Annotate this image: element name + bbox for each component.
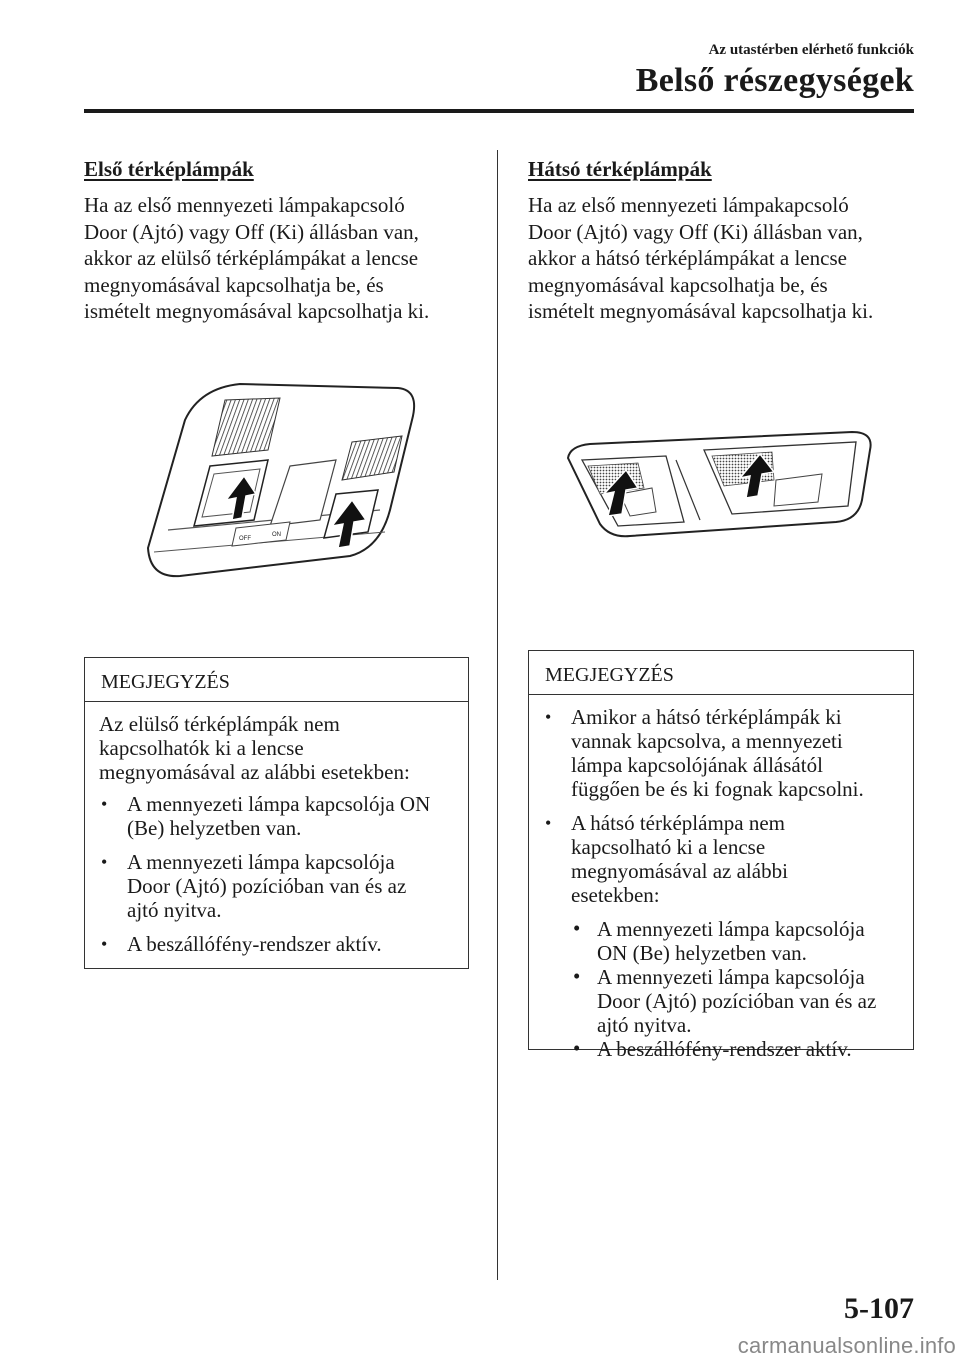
list-item — [99, 850, 454, 922]
front-map-lamp-illustration — [140, 380, 440, 590]
note-heading: MEGJEGYZÉS — [529, 651, 913, 695]
bullet-icon: • — [101, 794, 108, 814]
text-line: (Be) helyzetben van. — [127, 816, 302, 840]
bullet-icon: • — [101, 934, 108, 954]
text-line: kapcsolható ki a lencse — [571, 835, 766, 859]
text-line: Door (Ajtó) pozícióban van és az — [127, 874, 407, 898]
text-line: ajtó nyitva. — [597, 1013, 692, 1037]
text-line: lámpa kapcsolójának állásától — [571, 753, 823, 777]
text-line: A mennyezeti lámpa kapcsolója — [597, 917, 865, 941]
front-map-lamps-description — [84, 192, 484, 325]
text-line: kapcsolhatók ki a lencse — [99, 736, 304, 760]
rear-map-lamps-description — [528, 192, 928, 325]
text-line: A mennyezeti lámpa kapcsolója ON — [127, 792, 431, 816]
front-map-lamps-heading: Első térképlámpák — [84, 157, 254, 181]
rear-map-lamp-illustration — [560, 430, 880, 540]
page-number: 5-107 — [844, 1292, 914, 1325]
sub-list-item — [543, 917, 899, 965]
text-line: ismételt megnyomásával kapcsolhatja ki. — [84, 299, 430, 323]
right-column — [528, 157, 928, 325]
text-line: Az elülső térképlámpák nem — [99, 712, 340, 736]
watermark: carmanualsonline.info — [737, 1333, 956, 1358]
column-divider — [497, 150, 498, 1280]
list-item — [543, 705, 899, 801]
text-line: megnyomásával az alábbi — [571, 859, 788, 883]
text-line: Door (Ajtó) vagy Off (Ki) állásban van, — [528, 219, 863, 244]
sub-list-item — [543, 1037, 899, 1061]
page-title: Belső részegységek — [635, 62, 914, 99]
sub-bullet-icon: • — [573, 964, 581, 988]
switch-off-label: OFF — [239, 536, 251, 542]
note-intro — [99, 712, 454, 784]
bullet-icon: • — [101, 852, 108, 872]
text-line: A beszállófény-rendszer aktív. — [127, 932, 382, 956]
text-line: megnyomásával kapcsolhatja be, és — [84, 272, 384, 297]
note-body — [529, 695, 913, 1061]
list-item — [543, 811, 899, 907]
header-section-label: Az utastérben elérhető funkciók — [708, 42, 914, 58]
list-item — [99, 932, 454, 956]
front-lamps-note — [84, 657, 469, 969]
sub-bullet-icon: • — [573, 916, 581, 940]
rear-console-drawing — [560, 430, 880, 540]
text-line: akkor az elülső térképlámpákat a lencse — [84, 246, 419, 270]
text-line: Ha az első mennyezeti lámpakapcsoló — [528, 193, 849, 217]
text-line: Amikor a hátsó térképlámpák ki — [571, 705, 842, 729]
text-line: Door (Ajtó) pozícióban van és az — [597, 989, 877, 1013]
text-line: megnyomásával kapcsolhatja be, és — [528, 272, 828, 297]
left-column — [84, 157, 484, 325]
rear-lamps-note — [528, 650, 914, 1061]
text-line: akkor a hátsó térképlámpákat a lencse — [528, 246, 847, 270]
text-line: A mennyezeti lámpa kapcsolója — [127, 850, 395, 874]
switch-on-label: ON — [272, 532, 281, 538]
text-line: ajtó nyitva. — [127, 898, 222, 922]
text-line: A hátsó térképlámpa nem — [571, 811, 786, 835]
text-line: függően be és ki fognak kapcsolni. — [571, 777, 864, 801]
rear-map-lamps-heading: Hátsó térképlámpák — [528, 157, 712, 181]
header-rule — [84, 109, 914, 113]
text-line: Door (Ajtó) vagy Off (Ki) állásban van, — [84, 219, 419, 244]
text-line: esetekben: — [571, 883, 660, 907]
sub-bullet-icon: • — [573, 1036, 581, 1060]
text-line: vannak kapcsolva, a mennyezeti — [571, 729, 843, 753]
text-line: A beszállófény-rendszer aktív. — [597, 1037, 852, 1061]
text-line: Ha az első mennyezeti lámpakapcsoló — [84, 193, 405, 217]
text-line: megnyomásával az alábbi esetekben: — [99, 760, 410, 784]
note-body — [85, 702, 468, 956]
text-line: A mennyezeti lámpa kapcsolója — [597, 965, 865, 989]
sub-list-item — [543, 965, 899, 1037]
bullet-icon: • — [545, 813, 552, 833]
text-line: ON (Be) helyzetben van. — [597, 941, 807, 965]
note-heading: MEGJEGYZÉS — [85, 658, 468, 702]
text-line: ismételt megnyomásával kapcsolhatja ki. — [528, 299, 874, 323]
list-item — [99, 792, 454, 840]
front-console-drawing — [140, 380, 440, 590]
bullet-icon: • — [545, 707, 552, 727]
